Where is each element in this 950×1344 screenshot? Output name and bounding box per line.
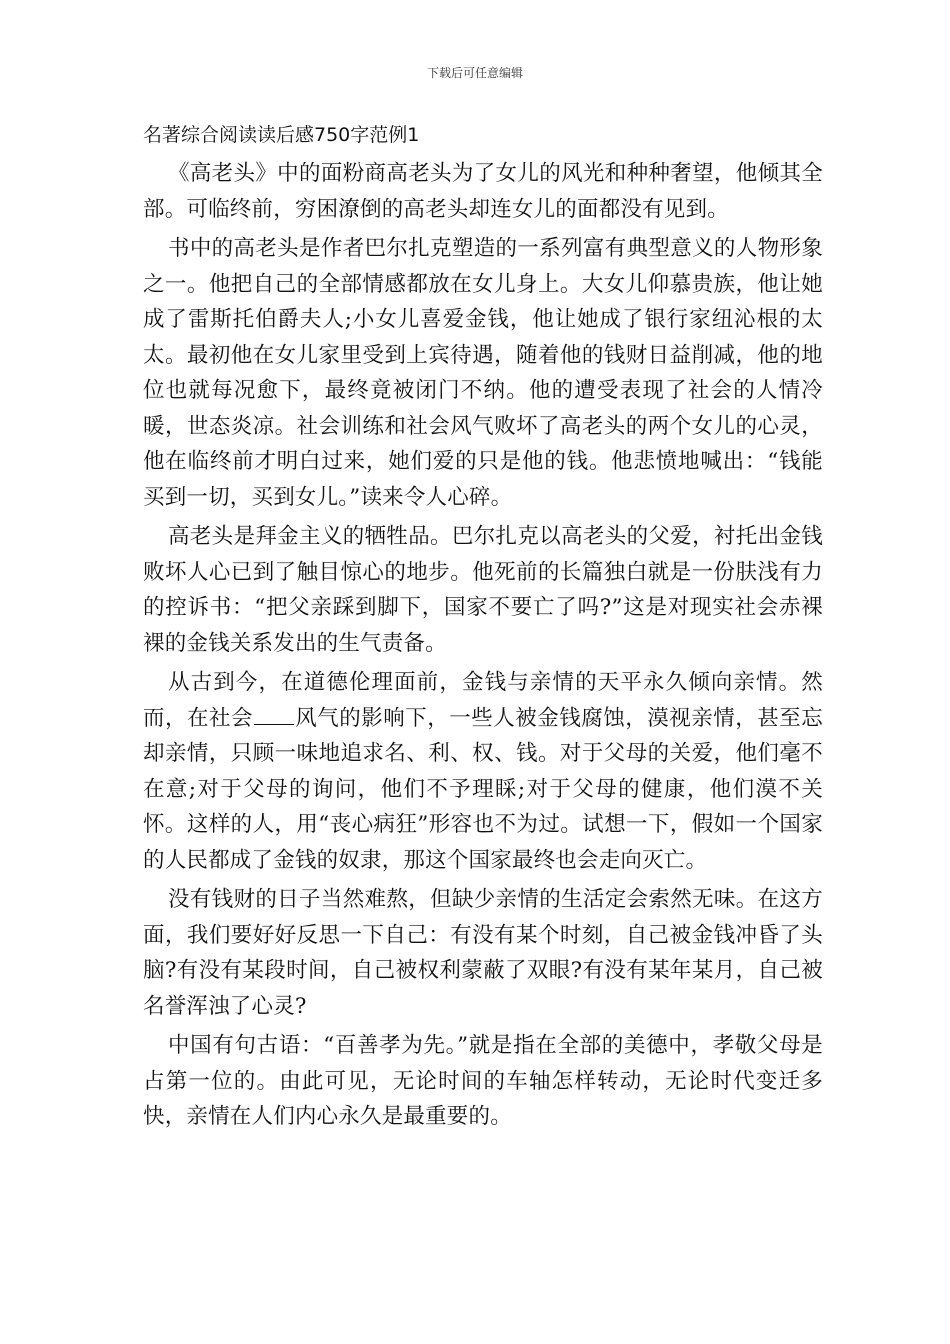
- document-title: 名著综合阅读读后感750字范例1: [143, 124, 420, 146]
- paragraph-4-part-1: 从古到今，在道德伦理面前，金钱与亲情的天平永久倾向亲情。然而，在社会: [143, 670, 823, 731]
- fill-in-blank: [254, 706, 294, 725]
- paragraph-4-part-2: 风气的影响下，一些人被金钱腐蚀，漠视亲情，甚至忘却亲情，只顾一味地追求名、利、权、钱。对于父母的关爱，他们毫不在意;对于父母的询问，他们不予理睬;对于父母的健康，他们漠不关怀。这样的人，用“丧心病狂”形容也不为过。试想一下，假如一个国家的人民都成了金钱的奴隶，那这个国家最终也会走向灭亡。: [143, 705, 823, 873]
- paragraph-6: 中国有句古语：“百善孝为先。”就是指在全部的美德中，孝敬父母是占第一位的。由此可见，无论时间的车轴怎样转动，无论时代变迁多快，亲情在人们内心永久是最重要的。: [143, 1033, 823, 1129]
- paragraph-1: 《高老头》中的面粉商高老头为了女儿的风光和种种奢望，他倾其全部。可临终前，穷困潦倒的高老头却连女儿的面都没有见到。: [143, 161, 823, 222]
- header-note: 下载后可任意编辑: [426, 66, 523, 80]
- paragraph-3: 高老头是拜金主义的牺牲品。巴尔扎克以高老头的父爱，衬托出金钱败坏人心已到了触目惊心的地步。他死前的长篇独白就是一份肤浅有力的控诉书：“把父亲踩到脚下，国家不要亡了吗?”这是对现实社会赤裸裸的金钱关系发出的生气责备。: [143, 524, 823, 656]
- document-body: [143, 156, 823, 1139]
- paragraph-5: 没有钱财的日子当然难熬，但缺少亲情的生活定会索然无味。在这方面，我们要好好反思一下自己：有没有某个时刻，自己被金钱冲昏了头脑?有没有某段时间，自己被权利蒙蔽了双眼?有没有某年某月，自己被名誉浑浊了心灵?: [143, 887, 823, 1019]
- paragraph-2: 书中的高老头是作者巴尔扎克塑造的一系列富有典型意义的人物形象之一。他把自己的全部情感都放在女儿身上。大女儿仰慕贵族，他让她成了雷斯托伯爵夫人;小女儿喜爱金钱，他让她成了银行家纽沁根的太太。最初他在女儿家里受到上宾待遇，随着他的钱财日益削减，他的地位也就每况愈下，最终竟被闭门不纳。他的遭受表现了社会的人情冷暖，世态炎凉。社会训练和社会风气败坏了高老头的两个女儿的心灵，他在临终前才明白过来，她们爱的只是他的钱。他悲愤地喊出：“钱能买到一切，买到女儿。”读来令人心碎。: [143, 236, 823, 510]
- paragraph-4: [143, 665, 823, 878]
